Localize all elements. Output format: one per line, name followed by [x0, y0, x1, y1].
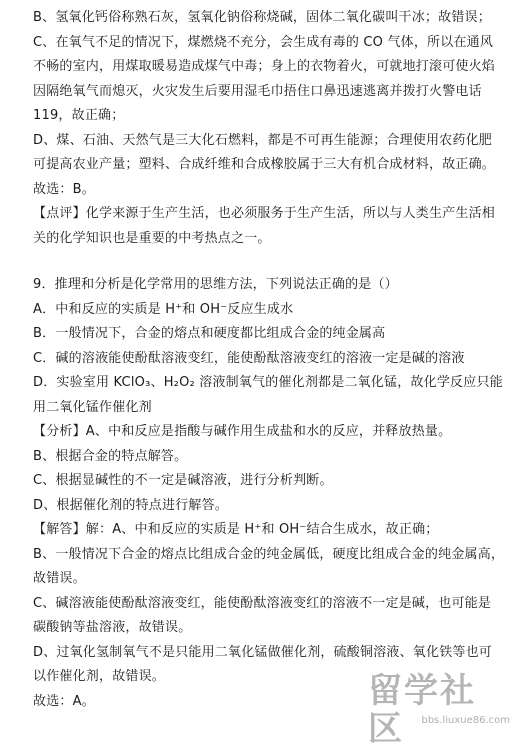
answer-line: 故选：B。 — [33, 181, 95, 197]
option-c: C．碱的溶液能使酚酞溶液变红，能使酚酞溶液变红的溶液一定是碱的溶液 — [33, 350, 465, 366]
solution-line: 【解答】解：A、中和反应的实质是 H⁺和 OH⁻结合生成水，故正确； — [33, 522, 439, 537]
solution-line: 以作催化剂，故错误。 — [33, 669, 166, 684]
text-line: 119，故正确； — [33, 108, 125, 123]
option-a: A．中和反应的实质是 H⁺和 OH⁻反应生成水 — [33, 301, 294, 317]
watermark-url: bbs.liuxue86.com — [421, 715, 510, 726]
solution-line: 故错误。 — [33, 571, 86, 586]
analysis-line: D、根据催化剂的特点进行解答。 — [33, 497, 229, 513]
analysis-line: C、根据显碱性的不一定是碱溶液，进行分析判断。 — [33, 473, 333, 488]
solution-line: D、过氧化氢制氧气不是只能用二氧化锰做催化剂，硫酸铜溶液、氧化铁等也可 — [33, 644, 493, 660]
watermark-logo: 留学社区 — [368, 671, 476, 749]
blank-gap — [33, 251, 510, 273]
analysis-line: 【分析】A、中和反应是指酸与碱作用生成盐和水的反应，并释放热量。 — [33, 424, 452, 439]
text-line: 因隔绝氧气而熄灭，火灾发生后要用湿毛巾捂住口鼻迅速逃离并拨打火警电话 — [33, 83, 482, 99]
option-d: D．实验室用 KClO₃、H₂O₂ 溶液制氧气的催化剂都是二氧化锰，故化学反应只能 — [33, 375, 503, 390]
text-line: 不畅的室内，用煤取暖易造成煤气中毒；身上的衣物着火，可就地打滚可使火焰 — [33, 59, 496, 74]
answer-line: 故选：A。 — [33, 693, 95, 709]
option-d-cont: 用二氧化锰作催化剂 — [33, 399, 152, 415]
comment-line: 【点评】化学来源于生产生活，也必须服务于生产生活，所以与人类生产生活相 — [33, 206, 496, 221]
solution-line: 碳酸钠等盐溶液，故错误。 — [33, 620, 192, 635]
solution-line: B、一般情况下合金的熔点比组成合金的纯金属低，硬度比组成合金的纯金属高， — [33, 546, 505, 562]
analysis-line: B、根据合金的特点解答。 — [33, 448, 188, 464]
comment-line: 关的化学知识也是重要的中考热点之一。 — [33, 230, 271, 246]
text-line: 可提高农业产量；塑料、合成纤维和合成橡胶属于三大有机合成材料，故正确。 — [33, 157, 496, 172]
text-line: D、煤、石油、天然气是三大化石燃料，都是不可再生能源；合理使用农药化肥 — [33, 132, 493, 148]
text-line: B、氢氧化钙俗称熟石灰，氢氧化钠俗称烧碱，固体二氧化碳叫干冰；故错误； — [33, 10, 491, 25]
text-line: C、在氧气不足的情况下，煤燃烧不充分，会生成有毒的 CO 气体，所以在通风 — [33, 34, 494, 50]
option-b: B．一般情况下，合金的熔点和硬度都比组成合金的纯金属高 — [33, 326, 386, 341]
solution-line: C、碱溶液能使酚酞溶液变红，能使酚酞溶液变红的溶液不一定是碱，也可能是 — [33, 595, 492, 611]
question-stem: 9．推理和分析是化学常用的思维方法，下列说法正确的是（） — [33, 277, 398, 292]
